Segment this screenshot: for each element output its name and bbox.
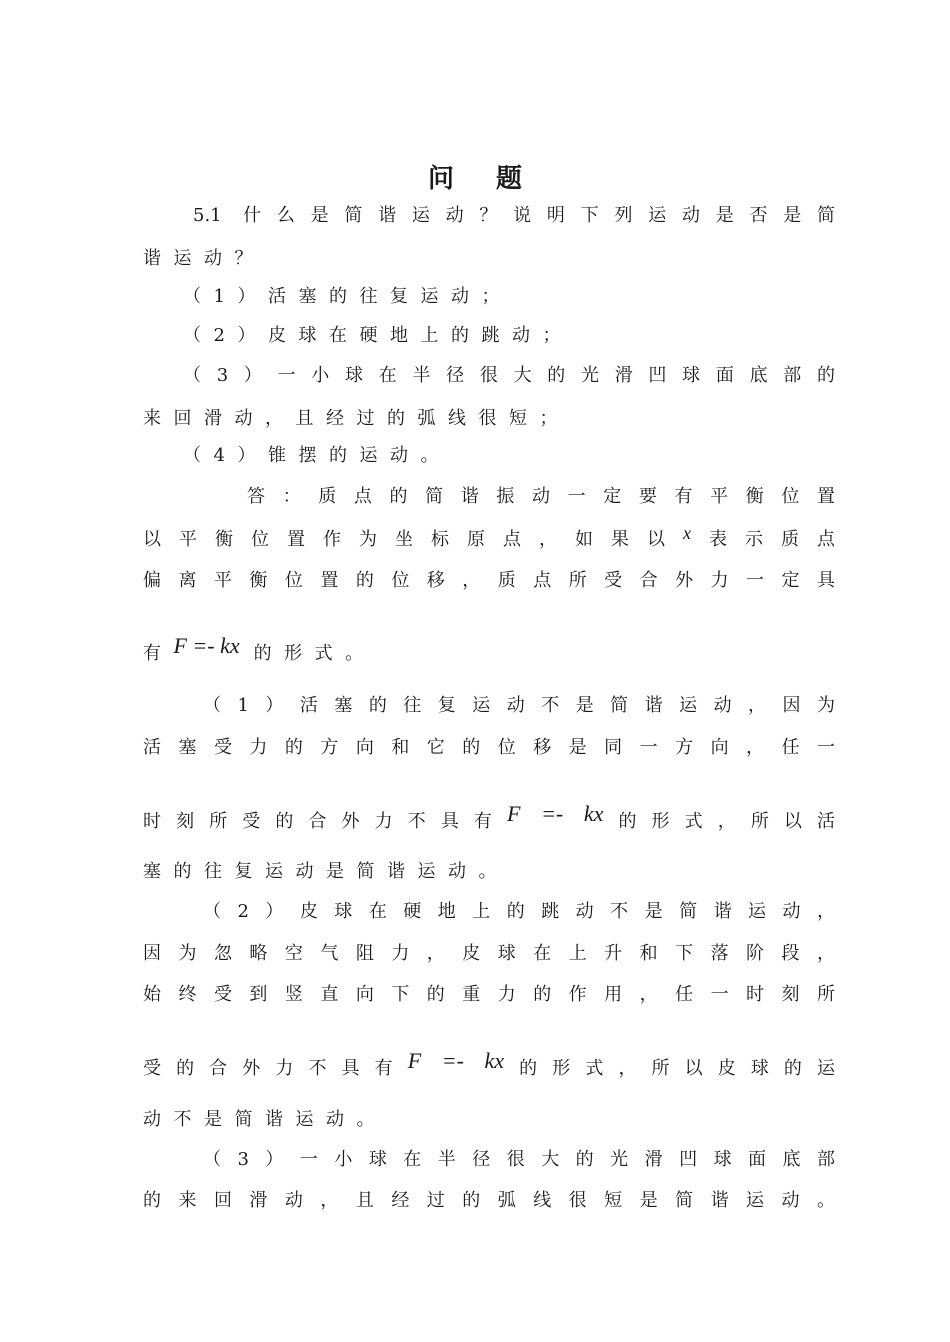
answer-1-line-3-text-b: 的形式，所以活 — [603, 811, 836, 832]
title-char-1: 问 — [427, 164, 454, 194]
answer-3-line-1: （3）一小球在半径很大的光滑凹球面底部 — [203, 1149, 835, 1170]
answer-3-line-2: 的来回滑动，且经过的弧线很短是简谐运动。 — [143, 1190, 835, 1211]
answer-line-3: 偏离平衡位置的位移，质点所受合外力一定具 — [143, 570, 835, 591]
answer-line-2-text-b: 表示质点 — [691, 529, 835, 550]
answer-line-4-text-a: 有 — [143, 643, 174, 664]
answer-2-line-4-text-a: 受的合外力不具有 — [143, 1058, 408, 1079]
option-1: （1）活塞的往复运动； — [183, 286, 512, 307]
answer-line-2-text-a: 以平衡位置作为坐标原点，如果以 — [143, 529, 683, 550]
option-4: （4）锥摆的运动。 — [183, 445, 451, 466]
formula-hooke: F =- kx — [173, 633, 240, 658]
title-char-2: 题 — [496, 164, 523, 194]
answer-2-line-5: 动不是简谐运动。 — [143, 1109, 387, 1130]
answer-1-line-4: 塞的往复运动是简谐运动。 — [143, 861, 509, 882]
option-3-line-1: （3）一小球在半径很大的光滑凹球面底部的 — [183, 365, 835, 386]
answer-line-2 — [143, 525, 835, 553]
question-line-2: 谐运动？ — [143, 248, 265, 269]
option-3-line-2: 来回滑动，且经过的弧线很短； — [143, 408, 570, 429]
answer-1-line-3 — [143, 801, 836, 834]
answer-line-4 — [143, 633, 835, 666]
page-title — [0, 158, 950, 195]
formula-hooke: F =- kx — [507, 801, 604, 826]
answer-2-line-4-text-b: 的形式，所以皮球的运 — [504, 1058, 836, 1079]
question-line-1: 5.1 什么是简谐运动？说明下列运动是否是简 — [193, 205, 835, 226]
answer-2-line-4 — [143, 1048, 836, 1081]
option-2: （2）皮球在硬地上的跳动； — [183, 325, 573, 346]
answer-2-line-1: （2）皮球在硬地上的跳动不是简谐运动， — [203, 901, 835, 922]
formula-hooke: F =- kx — [407, 1048, 505, 1073]
answer-1-line-3-text-a: 时刻所受的合外力不具有 — [143, 811, 508, 832]
answer-line-1: 答：质点的简谐振动一定要有平衡位置 — [247, 486, 835, 507]
answer-1-line-2: 活塞受力的方向和它的位移是同一方向，任一 — [143, 737, 835, 758]
answer-1-line-1: （1）活塞的往复运动不是简谐运动，因为 — [203, 695, 835, 716]
answer-2-line-2: 因为忽略空气阻力，皮球在上升和下落阶段， — [143, 943, 835, 964]
answer-line-4-text-b: 的形式。 — [253, 643, 376, 664]
variable-x: x — [683, 523, 691, 543]
answer-2-line-3: 始终受到竖直向下的重力的作用，任一时刻所 — [143, 984, 835, 1005]
